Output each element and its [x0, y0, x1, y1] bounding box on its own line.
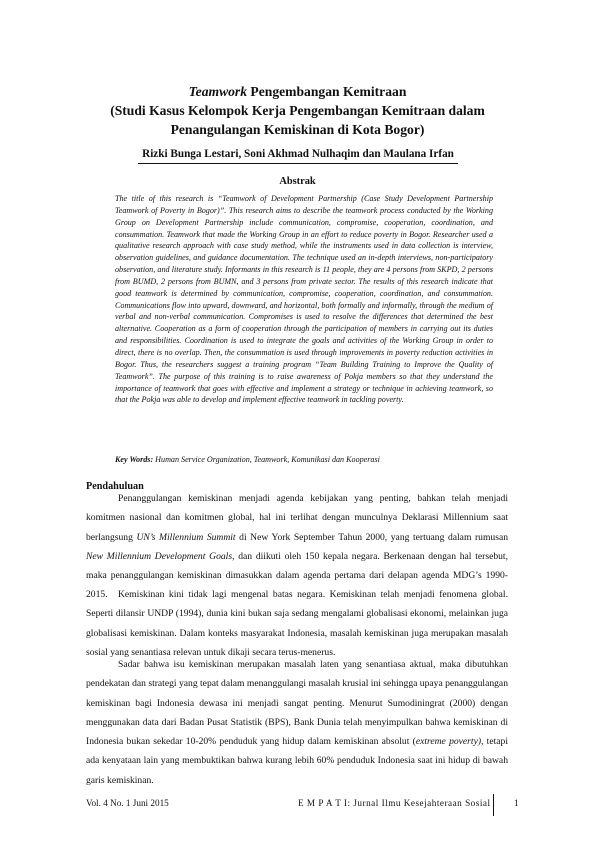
p3-text-b: tetapi ada kenyataan lain yang membuktikan bahwa kurang lebih 60% penduduk Indonesia saat ini hidup di bawah garis kemiskinan. — [86, 736, 508, 786]
title-line-1 — [80, 82, 515, 101]
article-title — [80, 82, 515, 139]
keywords — [115, 454, 495, 466]
section-heading: Pendahuluan — [86, 481, 144, 492]
p1-text-c: dan diikuti oleh 150 kepala negara. Berkenaan dengan hal tersebut, maka penanggulangan kemiskinan dimasukkan dalam agenda pertama dari delapan agenda MDG’s 1990-2015. — [86, 550, 508, 601]
body-paragraph-3 — [86, 655, 508, 790]
keywords-label: Key Words: — [115, 455, 154, 464]
footer-divider — [493, 794, 494, 816]
p1-text-b: di New York September Tahun 2000, yang tertuang dalam rumusan — [235, 531, 508, 543]
title-line-3: Penangulangan Kemiskinan di Kota Bogor) — [170, 122, 425, 137]
abstract-heading: Abstrak — [279, 176, 316, 187]
title-italic-term: Teamwork — [188, 84, 248, 99]
p1-text-a: Penanggulangan kemiskinan menjadi agenda kebijakan yang penting, bahkan telah menjadi komitmen nasional dan komitmen global, hal ini terlihat dengan munculnya Deklarasi Millennium saat berlangsung — [86, 493, 508, 543]
footer-volume: Vol. 4 No. 1 Juni 2015 — [86, 798, 169, 808]
page-number: 1 — [514, 798, 519, 808]
abstract-body: The title of this research is “Teamwork of Development Partnership (Case Study Development Partnership Teamwork of Poverty in Bogor)”. This research aims to describe the teamwork process conducted by the Working Group on Development Partnership include communication, compromise, cooperation, coordination, and consummation. Teamwork that made the Working Group in an effort to reduce poverty in Bogor. Researcher used a qualitative research approach with case study method, while the instruments used in data collection is interview, observation guidelines, and guidance documentation. The technique used an in-depth interviews, non-participatory observation, and literature study. Informants in this research is 11 people, they are 4 persons from SKPD, 2 persons from BUMD, 2 persons from BUMN, and 3 persons from private sector. The results of this research indicate that good teamwork is determined by communication, compromise, cooperation, coordination, and consummation. Communications flow into upward, downward, and horizontal, both formally and informally, through the medium of verbal and non-verbal communication. Compromises is used to resolve the differences that determined the best alternative. Cooperation as a form of cooperation through the participation of members in carrying out its duties and responsibilities. Coordination is used to integrate the goals and activities of the Working Group in order to direct, there is no overlap. Then, the consummation is used through improvements in poverty reduction activities in Bogor. Thus, the researchers suggest a training program “Team Building Training to Improve the Quality of Teamwork”. The purpose of this training is to raise awareness of Pokja members so that they understand the importance of teamwork that goes with effective and implement a strategy or technique in achieving teamwork, so that the Pokja was able to develop and implement effective teamwork in tackling poverty. — [115, 194, 493, 405]
title-line-1-rest: Pengembangan Kemitraan — [247, 84, 407, 99]
keywords-text: Human Service Organization, Teamwork, Komunikasi dan Kooperasi — [153, 455, 380, 464]
p1-italic-1: UN’s Millennium Summit — [136, 531, 236, 543]
footer-journal-name: E M P A T I: Jurnal Ilmu Kesejahteraan Sosial — [298, 798, 491, 808]
author-underline — [138, 163, 458, 164]
author-list: Rizki Bunga Lestari, Soni Akhmad Nulhaqim dan Maulana Irfan — [142, 148, 454, 160]
p1-italic-2: New Millennium Development Goals, — [86, 550, 235, 562]
page-footer — [86, 797, 522, 817]
p3-text-a: Sadar bahwa isu kemiskinan merupakan masalah laten yang senantiasa aktual, maka dibutuhkan pendekatan dan strategi yang tepat dalam menanggulangi masalah krusial ini sehingga upaya penanggulangan kemiskinan bagi Indonesia dewasa ini menjadi sangat penting. Menurut Sumodiningrat (2000) dengan menggunakan data dari Badan Pusat Statistik (BPS), Bank Dunia telah menyimpulkan bahwa kemiskinan di Indonesia bukan sekedar 10-20% penduduk yang hidup dalam kemiskinan absolut ( — [86, 659, 508, 748]
body-paragraph-2: Kemiskinan kini tidak lagi mengenal batas negara. Kemiskinan telah menjadi fenomena global. Seperti dilansir UNDP (1994), dunia kini bukan saja sedang mengalami globalisasi ekonomi, melainkan juga globalisasi kemiskinan. Dalam konteks masyarakat Indonesia, masalah kemiskinan juga merupakan masalah sosial yang senantiasa relevan untuk dikaji secara terus-menerus. — [86, 589, 508, 658]
p3-italic: extreme poverty), — [415, 736, 484, 748]
title-line-2: (Studi Kasus Kelompok Kerja Pengembangan Kemitraan dalam — [110, 103, 485, 118]
